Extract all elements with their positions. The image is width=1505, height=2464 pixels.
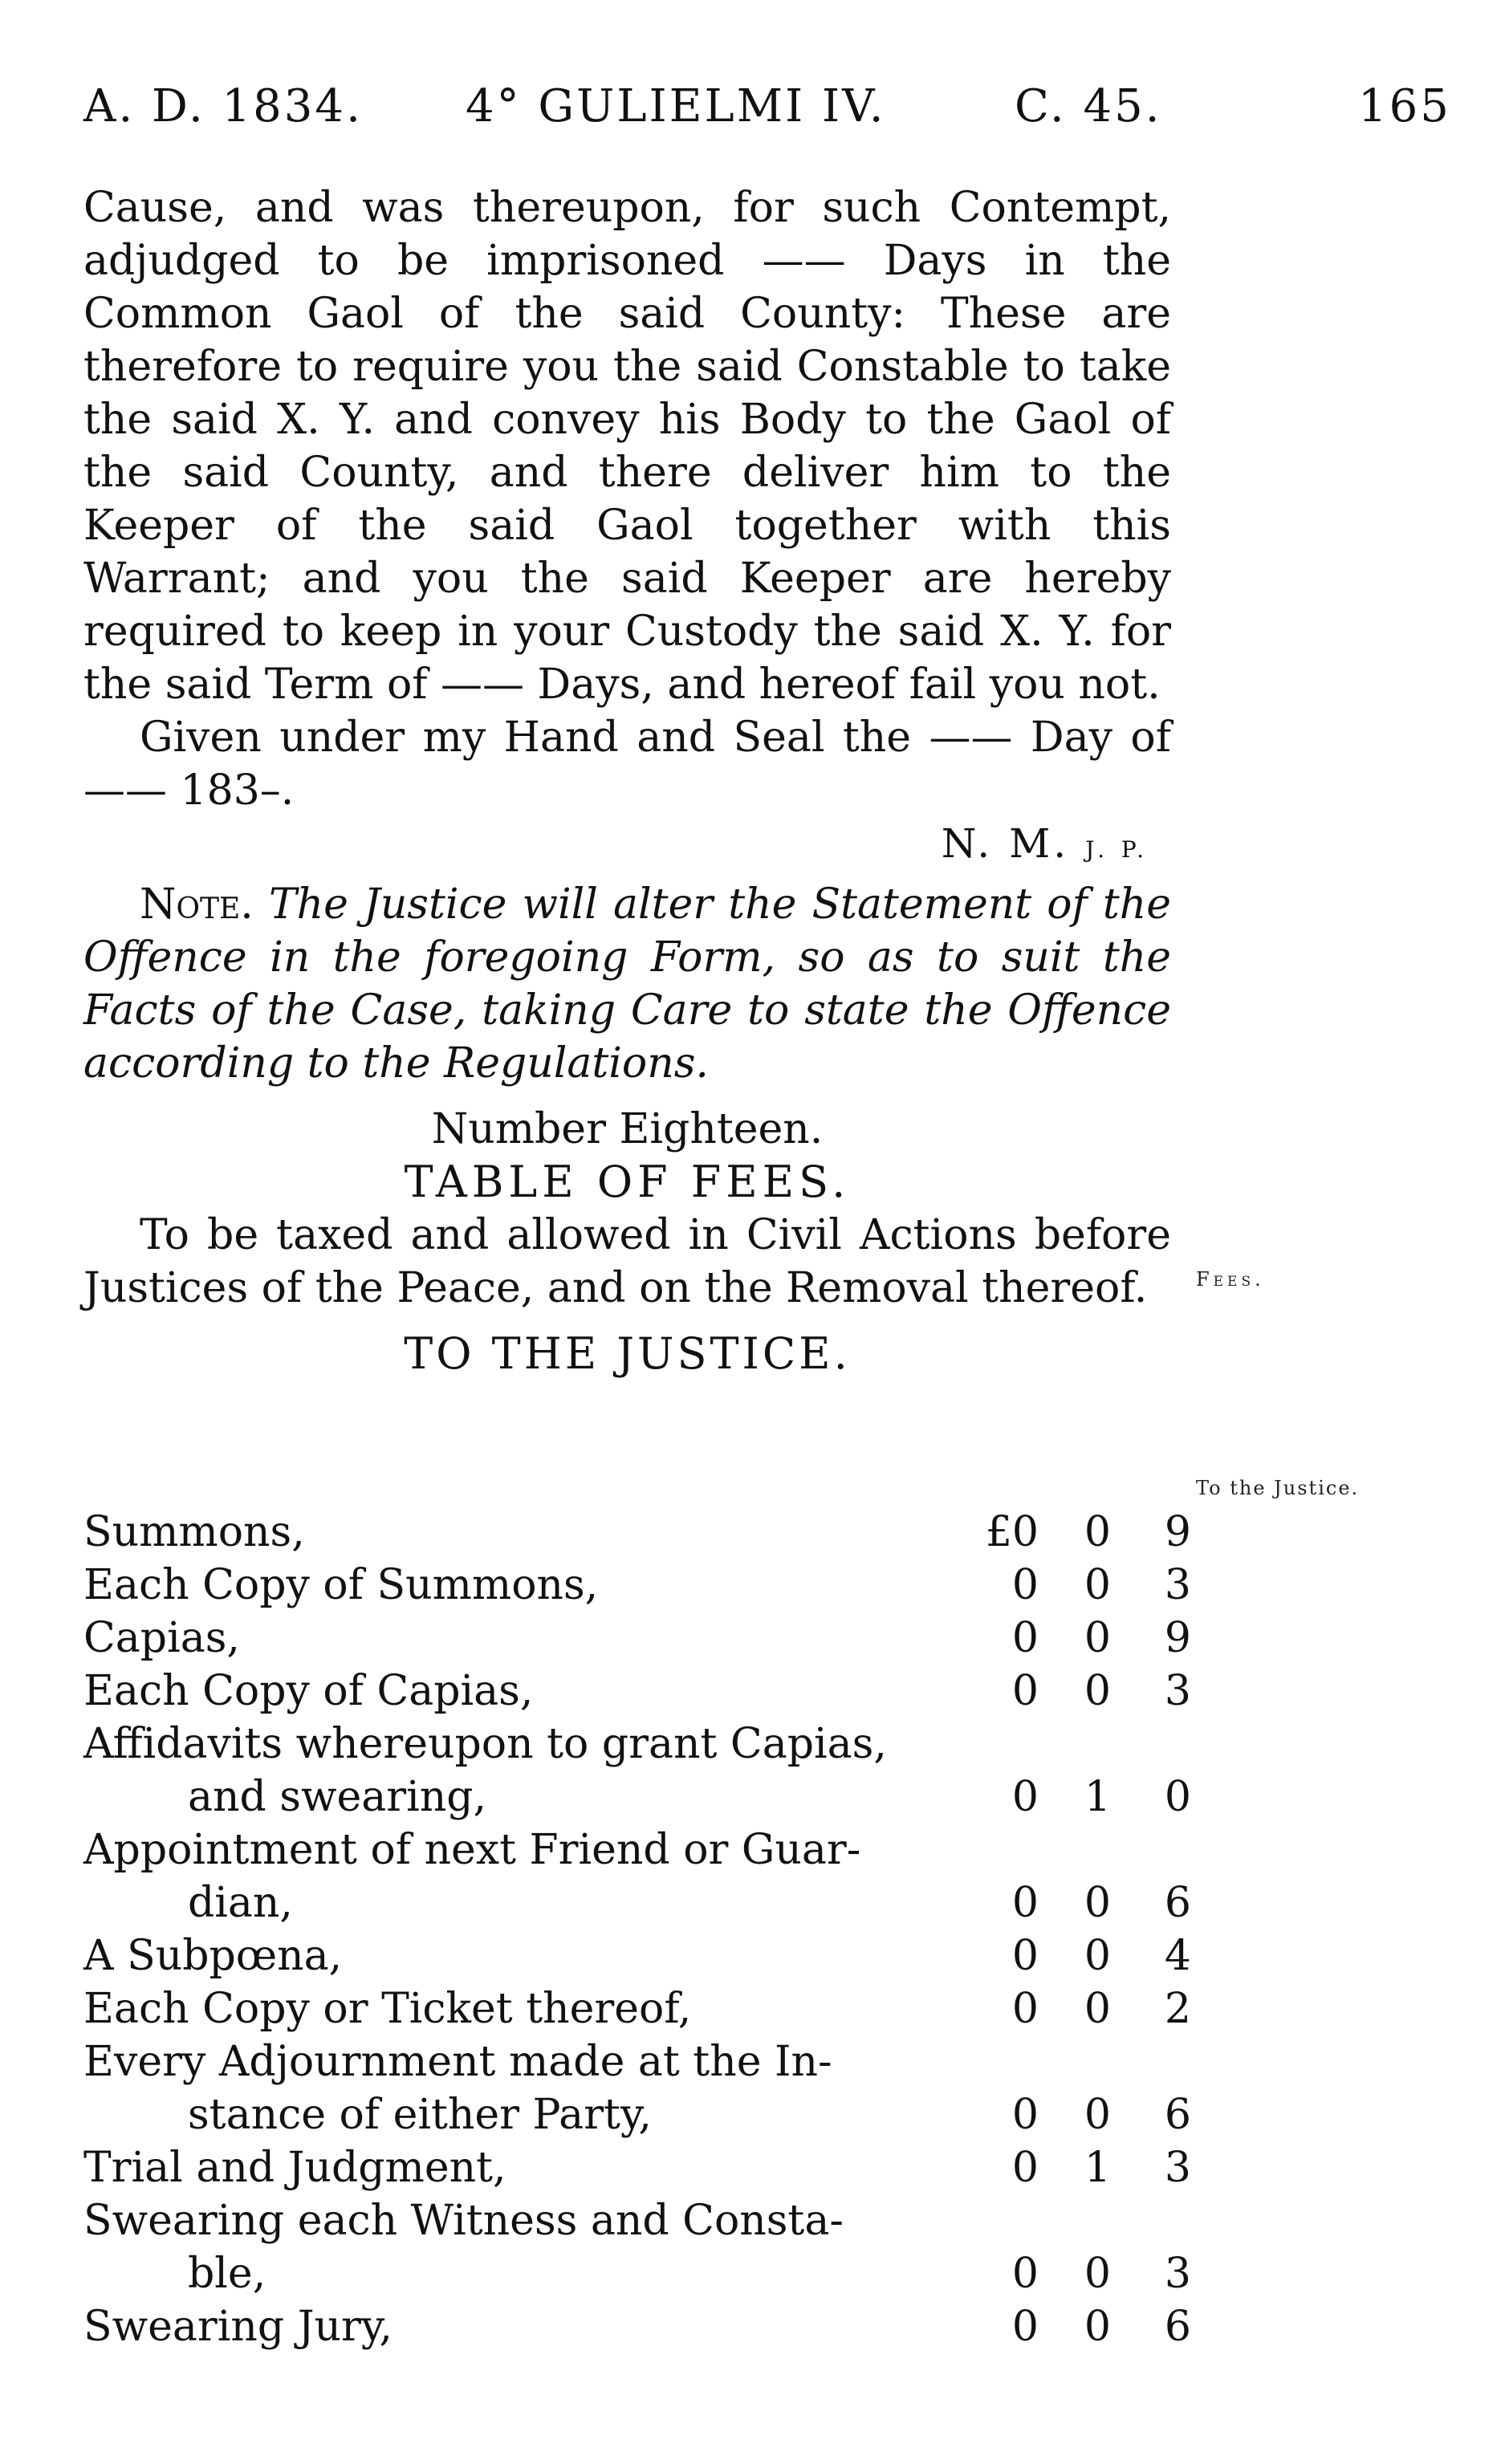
section-title: TABLE OF FEES. <box>404 1157 851 1207</box>
fee-pence: 9 <box>1164 1508 1191 1556</box>
header-chapter: C. 45. <box>1015 80 1162 132</box>
signature-name: N. M. <box>941 820 1070 867</box>
fee-item-text: Each Copy or Ticket thereof, <box>83 1985 692 2033</box>
fee-pence: 3 <box>1164 1561 1191 1609</box>
fees-table <box>83 1506 1199 2353</box>
fee-item <box>83 1506 934 1559</box>
fee-item-text: A Subpœna, <box>83 1932 343 1980</box>
fee-item <box>83 1982 934 2035</box>
fee-item-text: Appointment of next Friend or Guar- <box>83 1826 861 1874</box>
fee-item <box>83 1929 934 1982</box>
body-text <box>83 181 1171 1380</box>
fee-pence: 4 <box>1164 1932 1191 1980</box>
fee-amount <box>958 1612 1199 1665</box>
fee-row <box>83 2300 1199 2353</box>
header-year: A. D. 1834. <box>83 80 363 132</box>
page-number: 165 <box>1358 80 1451 132</box>
signature-title: J. P. <box>1085 836 1149 863</box>
fee-amount <box>958 1506 1199 1559</box>
fee-shillings: 0 <box>1084 1667 1111 1715</box>
note-paragraph <box>83 878 1171 1090</box>
fee-shillings: 0 <box>1084 2250 1111 2298</box>
fee-item-text: Swearing Jury, <box>83 2303 393 2351</box>
fee-shillings: 0 <box>1084 1879 1111 1927</box>
fee-row <box>83 2194 1199 2300</box>
fee-pounds: 0 <box>1011 2144 1039 2192</box>
fee-shillings: 0 <box>1084 1614 1111 1662</box>
fee-pence: 3 <box>1164 2250 1191 2298</box>
fee-item-text: Swearing each Witness and Consta- <box>83 2197 844 2245</box>
given-under-hand-paragraph: Given under my Hand and Seal the —— Day of —— 183–. <box>83 714 1171 815</box>
fee-item <box>83 1718 934 1824</box>
fee-amount <box>958 1665 1199 1718</box>
fee-amount <box>958 1929 1199 1982</box>
fee-shillings: 0 <box>1084 1561 1111 1609</box>
fee-item-text: Trial and Judgment, <box>83 2144 506 2192</box>
fee-pounds: 0 <box>1011 1879 1039 1927</box>
fee-amount <box>958 1559 1199 1612</box>
fee-shillings: 1 <box>1084 1773 1111 1821</box>
fee-item-text: Summons, <box>83 1508 305 1556</box>
fee-row <box>83 1718 1199 1824</box>
fee-row <box>83 1665 1199 1718</box>
margin-note-to-the-justice: To the Justice. <box>1196 1477 1360 1499</box>
fee-pounds: 0 <box>1011 2303 1039 2351</box>
fee-pence: 6 <box>1164 2091 1191 2139</box>
fee-row <box>83 1559 1199 1612</box>
signature <box>83 817 1171 876</box>
fee-item-text: Each Copy of Capias, <box>83 1667 534 1715</box>
fee-shillings: 0 <box>1084 2303 1111 2351</box>
fee-pence: 6 <box>1164 2303 1191 2351</box>
fee-item <box>83 1559 934 1612</box>
header-title: 4° GULIELMI IV. <box>466 80 886 132</box>
fee-shillings: 0 <box>1084 1985 1111 2033</box>
fee-pence: 6 <box>1164 1879 1191 1927</box>
section-label: Number Eighteen. <box>431 1105 824 1153</box>
fee-pounds: £0 <box>985 1508 1039 1556</box>
fee-shillings: 0 <box>1084 2091 1111 2139</box>
fee-row <box>83 1929 1199 1982</box>
fee-pounds: 0 <box>1011 1561 1039 1609</box>
fee-row <box>83 1824 1199 1929</box>
fee-pence: 3 <box>1164 1667 1191 1715</box>
note-label: Note. <box>140 880 254 929</box>
fee-shillings: 0 <box>1084 1932 1111 1980</box>
fee-item-continuation: stance of either Party, <box>188 2091 652 2139</box>
fee-item <box>83 1824 934 1929</box>
fee-pounds: 0 <box>1011 2250 1039 2298</box>
fee-row <box>83 2141 1199 2194</box>
fee-item <box>83 1665 934 1718</box>
fee-pounds: 0 <box>1011 1773 1039 1821</box>
fee-pounds: 0 <box>1011 1932 1039 1980</box>
fee-pounds: 0 <box>1011 1667 1039 1715</box>
fee-amount <box>958 2141 1199 2194</box>
fee-pounds: 0 <box>1011 1614 1039 1662</box>
fee-amount <box>958 2300 1199 2353</box>
margin-note-fees: Fees. <box>1196 1268 1265 1291</box>
fee-item-continuation: ble, <box>188 2250 266 2298</box>
sub-title: TO THE JUSTICE. <box>404 1328 851 1379</box>
fee-item-text: Capias, <box>83 1614 240 1662</box>
fee-item-continuation: and swearing, <box>188 1773 487 1821</box>
fee-item <box>83 1612 934 1665</box>
fee-item <box>83 2194 934 2300</box>
fee-item-text: Affidavits whereupon to grant Capias, <box>83 1720 887 1768</box>
fee-pence: 2 <box>1164 1985 1191 2033</box>
fee-amount <box>958 1771 1199 1824</box>
section-description: To be taxed and allowed in Civil Actions before Justices of the Peace, and on the Removal thereof. <box>83 1211 1171 1312</box>
fee-item <box>83 2300 934 2353</box>
fee-row <box>83 2035 1199 2141</box>
note-text: The Justice will alter the Statement of the Offence in the foregoing Form, so as to suit the Facts of the Case, taking Care to state the Offence according to the Regulations. <box>83 880 1171 1088</box>
fee-amount <box>958 1876 1199 1929</box>
fee-item <box>83 2141 934 2194</box>
fee-pence: 0 <box>1164 1773 1191 1821</box>
fee-shillings: 1 <box>1084 2144 1111 2192</box>
running-header <box>83 80 1451 144</box>
fee-pence: 9 <box>1164 1614 1191 1662</box>
fee-row <box>83 1612 1199 1665</box>
warrant-paragraph: Cause, and was thereupon, for such Contempt, adjudged to be imprisoned —— Days in the Common Gaol of the said County: These are therefore to require you the said Constable to take the said X. Y. and convey his Body to the Gaol of the said County, and there deliver him to the Keeper of the said Gaol together with this Warrant; and you the said Keeper are hereby required to keep in your Custody the said X. Y. for the said Term of —— Days, and hereof fail you not. <box>83 184 1171 709</box>
fee-item-continuation: dian, <box>188 1879 293 1927</box>
fee-row <box>83 1506 1199 1559</box>
fee-item <box>83 2035 934 2141</box>
fee-pounds: 0 <box>1011 2091 1039 2139</box>
fee-amount <box>958 2247 1199 2300</box>
fee-item-text: Every Adjournment made at the In- <box>83 2038 832 2086</box>
fee-pence: 3 <box>1164 2144 1191 2192</box>
fee-shillings: 0 <box>1084 1508 1111 1556</box>
fee-amount <box>958 2088 1199 2141</box>
fee-pounds: 0 <box>1011 1985 1039 2033</box>
fee-amount <box>958 1982 1199 2035</box>
fee-item-text: Each Copy of Summons, <box>83 1561 599 1609</box>
fee-row <box>83 1982 1199 2035</box>
